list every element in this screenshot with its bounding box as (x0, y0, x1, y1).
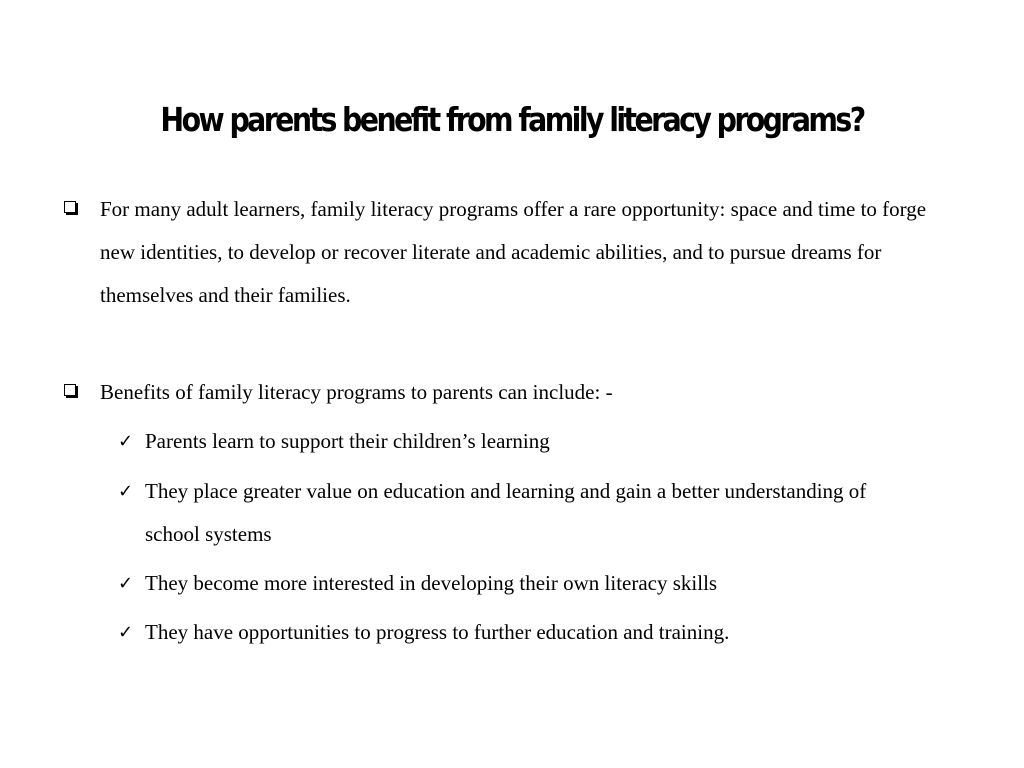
square-outline-bullet-icon (64, 201, 76, 213)
checkmark-icon: ✓ (118, 622, 134, 643)
sub-bullet-text: They place greater value on education and learning and gain a better understanding of school systems (145, 479, 867, 546)
bullet-text: Benefits of family literacy programs to parents can include: - (100, 380, 613, 404)
sub-bullet-text: They have opportunities to progress to further education and training. (145, 620, 730, 644)
sub-bullet-item (118, 470, 918, 556)
checkmark-icon: ✓ (118, 481, 134, 502)
checkmark-icon: ✓ (118, 431, 134, 452)
sub-bullet-item (118, 611, 918, 654)
bullet-item (64, 371, 944, 414)
sub-bullet-item (118, 562, 918, 605)
bullet-item (64, 188, 944, 317)
square-outline-bullet-icon (64, 384, 76, 396)
sub-bullet-text: They become more interested in developing their own literacy skills (145, 571, 718, 595)
sub-bullet-item (118, 420, 918, 463)
sub-bullet-text: Parents learn to support their children’s learning (145, 429, 550, 453)
checkmark-icon: ✓ (118, 573, 134, 594)
bullet-text: For many adult learners, family literacy programs offer a rare opportunity: space and time to forge new identities, to develop or recover literate and academic abilities, and to pursue dreams for themselves and their families. (100, 197, 927, 307)
slide-title: How parents benefit from family literacy programs? (160, 100, 864, 139)
